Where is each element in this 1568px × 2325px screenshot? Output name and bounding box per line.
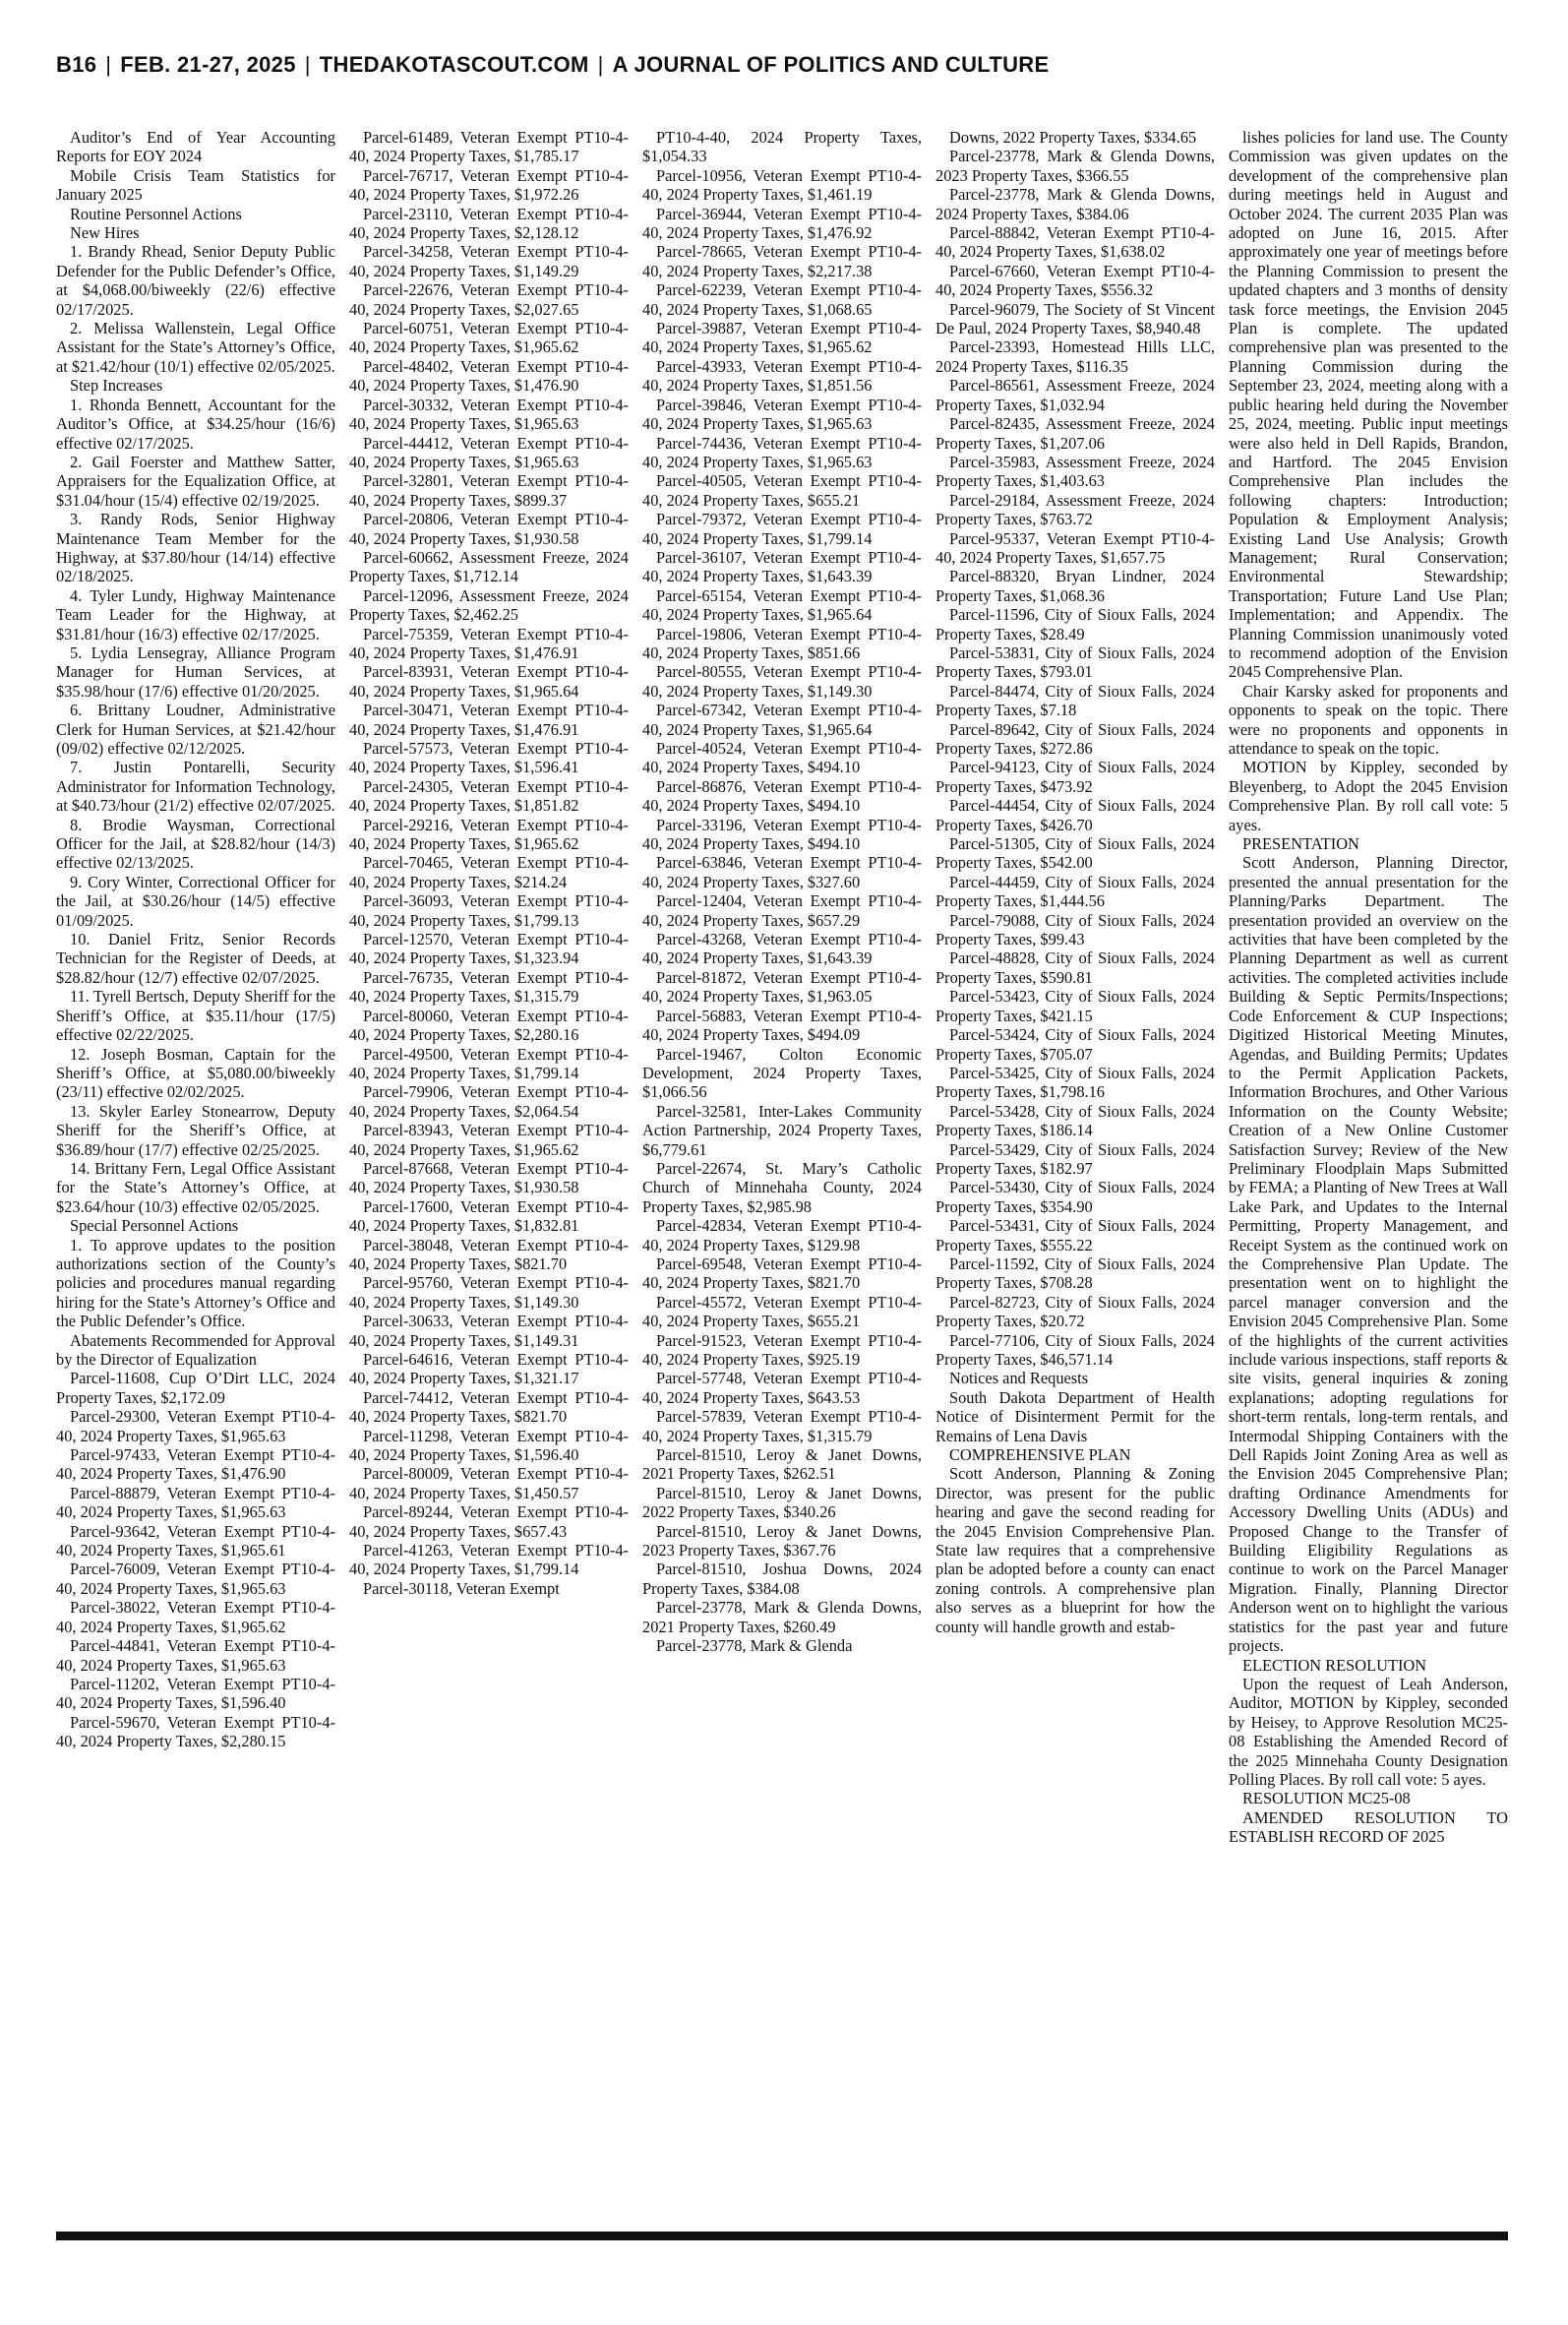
paragraph: Parcel-30118, Veteran Exempt	[363, 1578, 560, 1598]
paragraph: Step Increases	[70, 376, 163, 396]
paragraph: 6. Brittany Loudner, Administrative Clerk for Human Services, at $21.42/hour (09/02) effective 02/12/2025.	[56, 701, 335, 758]
paragraph: Parcel-59670, Veteran Exempt PT10-4-40, 2024 Property Taxes, $2,280.15	[56, 1712, 335, 1751]
column-1	[56, 128, 335, 2218]
paragraph: Abatements Recommended for Approval by the Director of Equalization	[56, 1330, 335, 1369]
paragraph: Parcel-74412, Veteran Exempt PT10-4-40, 2024 Property Taxes, $821.70	[349, 1387, 629, 1427]
paragraph: Parcel-32801, Veteran Exempt PT10-4-40, 2024 Property Taxes, $899.37	[349, 471, 629, 510]
paragraph: Parcel-77106, City of Sioux Falls, 2024 Property Taxes, $46,571.14	[935, 1330, 1215, 1369]
paragraph: Parcel-97433, Veteran Exempt PT10-4-40, 2024 Property Taxes, $1,476.90	[56, 1445, 335, 1484]
paragraph: 4. Tyler Lundy, Highway Maintenance Team Leader for the Highway, at $31.81/hour (16/3) effective 02/17/2025.	[56, 585, 335, 643]
paragraph: 9. Cory Winter, Correctional Officer for the Jail, at $30.26/hour (14/5) effective 01/09/2025.	[56, 872, 335, 930]
paragraph: Parcel-81510, Leroy & Janet Downs, 2023 Property Taxes, $367.76	[642, 1521, 922, 1560]
paragraph: Parcel-76735, Veteran Exempt PT10-4-40, 2024 Property Taxes, $1,315.79	[349, 967, 629, 1007]
paragraph: Parcel-40524, Veteran Exempt PT10-4-40, 2024 Property Taxes, $494.10	[642, 739, 922, 777]
paragraph: Parcel-22674, St. Mary’s Catholic Church of Minnehaha County, 2024 Property Taxes, $2,985.98	[642, 1158, 922, 1216]
paragraph: Parcel-23778, Mark & Glenda Downs, 2024 Property Taxes, $384.06	[935, 185, 1215, 223]
header-separator: |	[105, 52, 112, 77]
paragraph: Parcel-12570, Veteran Exempt PT10-4-40, 2024 Property Taxes, $1,323.94	[349, 930, 629, 968]
paragraph: Upon the request of Leah Anderson, Auditor, MOTION by Kippley, seconded by Heisey, to Approve Resolution MC25-08 Establishing the Amended Record of the 2025 Minnehaha County Designation Polling Places. By roll call vote: 5 ayes.	[1229, 1674, 1508, 1789]
paragraph: Parcel-82435, Assessment Freeze, 2024 Property Taxes, $1,207.06	[935, 414, 1215, 453]
paragraph: Parcel-67660, Veteran Exempt PT10-4-40, 2024 Property Taxes, $556.32	[935, 261, 1215, 300]
paragraph: Parcel-81872, Veteran Exempt PT10-4-40, 2024 Property Taxes, $1,963.05	[642, 967, 922, 1007]
paragraph: Parcel-30471, Veteran Exempt PT10-4-40, 2024 Property Taxes, $1,476.91	[349, 701, 629, 739]
paragraph: Parcel-78665, Veteran Exempt PT10-4-40, 2024 Property Taxes, $2,217.38	[642, 242, 922, 280]
paragraph: Parcel-80555, Veteran Exempt PT10-4-40, 2024 Property Taxes, $1,149.30	[642, 662, 922, 701]
paragraph: Parcel-41263, Veteran Exempt PT10-4-40, 2024 Property Taxes, $1,799.14	[349, 1541, 629, 1579]
paragraph: Parcel-30633, Veteran Exempt PT10-4-40, 2024 Property Taxes, $1,149.31	[349, 1312, 629, 1350]
header-separator: |	[304, 52, 311, 77]
paragraph: Parcel-51305, City of Sioux Falls, 2024 Property Taxes, $542.00	[935, 834, 1215, 873]
paragraph: Parcel-33196, Veteran Exempt PT10-4-40, 2024 Property Taxes, $494.10	[642, 815, 922, 854]
paragraph: Parcel-39846, Veteran Exempt PT10-4-40, 2024 Property Taxes, $1,965.63	[642, 395, 922, 434]
paragraph: Parcel-43933, Veteran Exempt PT10-4-40, 2024 Property Taxes, $1,851.56	[642, 356, 922, 396]
paragraph: 1. Rhonda Bennett, Accountant for the Auditor’s Office, at $34.25/hour (16/6) effective 02/17/2025.	[56, 395, 335, 453]
paragraph: RESOLUTION MC25-08	[1242, 1789, 1411, 1808]
paragraph: 11. Tyrell Bertsch, Deputy Sheriff for the Sheriff’s Office, at $35.11/hour (17/5) effective 02/22/2025.	[56, 987, 335, 1045]
paragraph: Parcel-62239, Veteran Exempt PT10-4-40, 2024 Property Taxes, $1,068.65	[642, 280, 922, 319]
paragraph: Parcel-23110, Veteran Exempt PT10-4-40, 2024 Property Taxes, $2,128.12	[349, 204, 629, 243]
paragraph: Parcel-86876, Veteran Exempt PT10-4-40, 2024 Property Taxes, $494.10	[642, 776, 922, 816]
paragraph: Parcel-19467, Colton Economic Development, 2024 Property Taxes, $1,066.56	[642, 1044, 922, 1102]
paragraph: Parcel-57573, Veteran Exempt PT10-4-40, 2024 Property Taxes, $1,596.41	[349, 739, 629, 777]
paragraph: Parcel-34258, Veteran Exempt PT10-4-40, 2024 Property Taxes, $1,149.29	[349, 242, 629, 280]
paragraph: Parcel-80060, Veteran Exempt PT10-4-40, 2024 Property Taxes, $2,280.16	[349, 1006, 629, 1045]
paragraph: Parcel-48828, City of Sioux Falls, 2024 Property Taxes, $590.81	[935, 948, 1215, 987]
paragraph: Parcel-36944, Veteran Exempt PT10-4-40, 2024 Property Taxes, $1,476.92	[642, 204, 922, 243]
paragraph: PRESENTATION	[1242, 834, 1359, 854]
paragraph: Parcel-56883, Veteran Exempt PT10-4-40, 2024 Property Taxes, $494.09	[642, 1006, 922, 1045]
paragraph: Parcel-44412, Veteran Exempt PT10-4-40, 2024 Property Taxes, $1,965.63	[349, 433, 629, 471]
paragraph: Parcel-53429, City of Sioux Falls, 2024 Property Taxes, $182.97	[935, 1139, 1215, 1178]
paragraph: Parcel-79372, Veteran Exempt PT10-4-40, 2024 Property Taxes, $1,799.14	[642, 510, 922, 548]
paragraph: Parcel-76009, Veteran Exempt PT10-4-40, 2024 Property Taxes, $1,965.63	[56, 1560, 335, 1598]
paragraph: Parcel-88842, Veteran Exempt PT10-4-40, 2024 Property Taxes, $1,638.02	[935, 223, 1215, 262]
paragraph: Parcel-53423, City of Sioux Falls, 2024 Property Taxes, $421.15	[935, 987, 1215, 1025]
bottom-rule	[56, 2232, 1508, 2240]
paragraph: Parcel-76717, Veteran Exempt PT10-4-40, 2024 Property Taxes, $1,972.26	[349, 165, 629, 205]
paragraph: Parcel-57748, Veteran Exempt PT10-4-40, 2024 Property Taxes, $643.53	[642, 1369, 922, 1407]
paragraph: Parcel-53831, City of Sioux Falls, 2024 Property Taxes, $793.01	[935, 642, 1215, 682]
paragraph: Parcel-11592, City of Sioux Falls, 2024 Property Taxes, $708.28	[935, 1254, 1215, 1293]
paragraph: Parcel-36107, Veteran Exempt PT10-4-40, 2024 Property Taxes, $1,643.39	[642, 547, 922, 586]
paragraph: Routine Personnel Actions	[70, 204, 242, 223]
paragraph: 2. Gail Foerster and Matthew Satter, Appraisers for the Equalization Office, at $31.04/hour (15/4) effective 02/19/2025.	[56, 452, 335, 510]
paragraph: Parcel-12404, Veteran Exempt PT10-4-40, 2024 Property Taxes, $657.29	[642, 891, 922, 930]
paragraph: 3. Randy Rods, Senior Highway Maintenance Team Member for the Highway, at $37.80/hour (14/14) effective 02/18/2025.	[56, 510, 335, 586]
paragraph: 8. Brodie Waysman, Correctional Officer for the Jail, at $28.82/hour (14/3) effective 02/13/2025.	[56, 815, 335, 873]
article-columns	[56, 128, 1508, 2218]
paragraph: Parcel-81510, Leroy & Janet Downs, 2022 Property Taxes, $340.26	[642, 1483, 922, 1522]
paragraph: Parcel-61489, Veteran Exempt PT10-4-40, 2024 Property Taxes, $1,785.17	[349, 128, 629, 166]
paragraph: Parcel-40505, Veteran Exempt PT10-4-40, 2024 Property Taxes, $655.21	[642, 471, 922, 510]
paragraph: Chair Karsky asked for proponents and opponents to speak on the topic. There were no proponents and opponents in attendance to speak on the topic.	[1229, 681, 1508, 758]
issue-date: FEB. 21-27, 2025	[120, 52, 296, 77]
paragraph: Parcel-65154, Veteran Exempt PT10-4-40, 2024 Property Taxes, $1,965.64	[642, 585, 922, 625]
paragraph: Auditor’s End of Year Accounting Reports for EOY 2024	[56, 128, 335, 166]
page-header	[56, 51, 1049, 79]
paragraph: Parcel-42834, Veteran Exempt PT10-4-40, 2024 Property Taxes, $129.98	[642, 1216, 922, 1254]
paragraph: Parcel-44459, City of Sioux Falls, 2024 Property Taxes, $1,444.56	[935, 872, 1215, 911]
paragraph: Parcel-38048, Veteran Exempt PT10-4-40, 2024 Property Taxes, $821.70	[349, 1235, 629, 1273]
paragraph: Parcel-95760, Veteran Exempt PT10-4-40, 2024 Property Taxes, $1,149.30	[349, 1273, 629, 1312]
paragraph: MOTION by Kippley, seconded by Bleyenberg, to Adopt the 2045 Envision Comprehensive Plan. By roll call vote: 5 ayes.	[1229, 758, 1508, 834]
column-4	[935, 128, 1215, 2218]
paragraph: Parcel-17600, Veteran Exempt PT10-4-40, 2024 Property Taxes, $1,832.81	[349, 1196, 629, 1236]
paragraph: Parcel-39887, Veteran Exempt PT10-4-40, 2024 Property Taxes, $1,965.62	[642, 319, 922, 357]
paragraph: Parcel-89642, City of Sioux Falls, 2024 Property Taxes, $272.86	[935, 719, 1215, 758]
paragraph: 7. Justin Pontarelli, Security Administrator for Information Technology, at $40.73/hour (21/2) effective 02/07/2025.	[56, 758, 335, 816]
paragraph: 13. Skyler Earley Stonearrow, Deputy Sheriff for the Sheriff’s Office, at $36.89/hour (17/7) effective 02/25/2025.	[56, 1101, 335, 1159]
paragraph: Parcel-49500, Veteran Exempt PT10-4-40, 2024 Property Taxes, $1,799.14	[349, 1044, 629, 1082]
paragraph: Scott Anderson, Planning Director, presented the annual presentation for the Planning/Parks Department. The presentation provided an overview on the activities that have been completed by the Planning Department as well as current activities. The completed activities include Building & Septic Permits/Inspections; Code Enforcement & CUP Inspections; Digitized Historical Meeting Minutes, Agendas, and Building Permits; Updates to the Permit Application Packets, Information Brochures, and Other Various Information on the County Website; Creation of a New Online Customer Satisfaction Survey; Review of the New Preliminary Floodplain Maps Submitted by FEMA; a Planting of New Trees at Wall Lake Park, and Updates to the Internal Permitting, Property Management, and Receipt System as the continued work on the Comprehensive Plan Update. The presentation went on to highlight the parcel manager conversion and the Envision 2045 Comprehensive Plan. Some of the highlights of the current activities include various inspections, staff reports & site visits, general inquiries & zoning explanations; adopting regulations for short-term rentals, long-term rentals, and Intermodal Shipping Containers with the Dell Rapids Joint Zoning Area as well as the Envision 2045 Comprehensive Plan; drafting Ordinance Amendments for Accessory Dwelling Units (ADUs) and Proposed Change to the Transfer of Building Eligibility Regulations as continue to work on the Parcel Manager Migration. Finally, Planning Director Anderson went on to highlight the various statistics for the past year and future projects.	[1229, 853, 1508, 1656]
paragraph: New Hires	[70, 223, 140, 243]
column-2	[349, 128, 629, 2218]
paragraph: Parcel-11608, Cup O’Dirt LLC, 2024 Property Taxes, $2,172.09	[56, 1369, 335, 1407]
paragraph: Parcel-35983, Assessment Freeze, 2024 Property Taxes, $1,403.63	[935, 452, 1215, 491]
paragraph: Parcel-43268, Veteran Exempt PT10-4-40, 2024 Property Taxes, $1,643.39	[642, 930, 922, 968]
paragraph: Parcel-29300, Veteran Exempt PT10-4-40, 2024 Property Taxes, $1,965.63	[56, 1407, 335, 1445]
paragraph: 14. Brittany Fern, Legal Office Assistant for the State’s Attorney’s Office, at $23.64/hour (10/3) effective 02/05/2025.	[56, 1158, 335, 1216]
paragraph: Parcel-38022, Veteran Exempt PT10-4-40, 2024 Property Taxes, $1,965.62	[56, 1598, 335, 1636]
paragraph: Parcel-23778, Mark & Glenda	[656, 1636, 853, 1656]
paragraph: Parcel-57839, Veteran Exempt PT10-4-40, 2024 Property Taxes, $1,315.79	[642, 1407, 922, 1445]
paragraph: Parcel-67342, Veteran Exempt PT10-4-40, 2024 Property Taxes, $1,965.64	[642, 701, 922, 739]
paragraph: Parcel-45572, Veteran Exempt PT10-4-40, 2024 Property Taxes, $655.21	[642, 1292, 922, 1331]
paragraph: Parcel-88320, Bryan Lindner, 2024 Property Taxes, $1,068.36	[935, 567, 1215, 605]
paragraph: Parcel-11596, City of Sioux Falls, 2024 Property Taxes, $28.49	[935, 605, 1215, 643]
paragraph: Parcel-23393, Homestead Hills LLC, 2024 Property Taxes, $116.35	[935, 337, 1215, 376]
paragraph: 12. Joseph Bosman, Captain for the Sheriff’s Office, at $5,080.00/biweekly (23/11) effective 02/02/2025.	[56, 1044, 335, 1102]
paragraph: Parcel-63846, Veteran Exempt PT10-4-40, 2024 Property Taxes, $327.60	[642, 853, 922, 891]
paragraph: Parcel-95337, Veteran Exempt PT10-4-40, 2024 Property Taxes, $1,657.75	[935, 528, 1215, 567]
paragraph: Parcel-23778, Mark & Glenda Downs, 2021 Property Taxes, $260.49	[642, 1598, 922, 1636]
paragraph: Parcel-80009, Veteran Exempt PT10-4-40, 2024 Property Taxes, $1,450.57	[349, 1464, 629, 1502]
paragraph: Parcel-94123, City of Sioux Falls, 2024 Property Taxes, $473.92	[935, 758, 1215, 796]
paragraph: Parcel-93642, Veteran Exempt PT10-4-40, 2024 Property Taxes, $1,965.61	[56, 1521, 335, 1560]
paragraph: Parcel-69548, Veteran Exempt PT10-4-40, 2024 Property Taxes, $821.70	[642, 1254, 922, 1293]
paragraph: Parcel-19806, Veteran Exempt PT10-4-40, 2024 Property Taxes, $851.66	[642, 624, 922, 662]
paragraph: ELECTION RESOLUTION	[1242, 1655, 1427, 1675]
paragraph: Scott Anderson, Planning & Zoning Director, was present for the public hearing and gave the second reading for the 2045 Envision Comprehensive Plan. State law requires that a comprehensive plan be adopted before a county can enact zoning controls. A comprehensive plan also serves as a blueprint for how the county will handle growth and estab-	[935, 1464, 1215, 1636]
paragraph: Parcel-22676, Veteran Exempt PT10-4-40, 2024 Property Taxes, $2,027.65	[349, 280, 629, 319]
paragraph: Parcel-75359, Veteran Exempt PT10-4-40, 2024 Property Taxes, $1,476.91	[349, 624, 629, 662]
paragraph: Parcel-64616, Veteran Exempt PT10-4-40, 2024 Property Taxes, $1,321.17	[349, 1350, 629, 1388]
paragraph: Parcel-30332, Veteran Exempt PT10-4-40, 2024 Property Taxes, $1,965.63	[349, 395, 629, 434]
paragraph: Parcel-48402, Veteran Exempt PT10-4-40, 2024 Property Taxes, $1,476.90	[349, 356, 629, 396]
paragraph: Parcel-79088, City of Sioux Falls, 2024 Property Taxes, $99.43	[935, 910, 1215, 949]
paragraph: Parcel-10956, Veteran Exempt PT10-4-40, 2024 Property Taxes, $1,461.19	[642, 165, 922, 205]
paragraph: Parcel-53428, City of Sioux Falls, 2024 Property Taxes, $186.14	[935, 1101, 1215, 1140]
paragraph: Parcel-11298, Veteran Exempt PT10-4-40, 2024 Property Taxes, $1,596.40	[349, 1426, 629, 1465]
paragraph: Parcel-81510, Leroy & Janet Downs, 2021 Property Taxes, $262.51	[642, 1445, 922, 1484]
tagline: A JOURNAL OF POLITICS AND CULTURE	[612, 52, 1050, 77]
page-number: B16	[56, 52, 97, 77]
paragraph: South Dakota Department of Health Notice of Disinterment Permit for the Remains of Lena Davis	[935, 1387, 1215, 1445]
column-3	[642, 128, 922, 2218]
paragraph: Parcel-96079, The Society of St Vincent De Paul, 2024 Property Taxes, $8,940.48	[935, 299, 1215, 338]
paragraph: Parcel-32581, Inter-Lakes Community Action Partnership, 2024 Property Taxes, $6,779.61	[642, 1101, 922, 1159]
paragraph: COMPREHENSIVE PLAN	[949, 1445, 1131, 1465]
site-name: THEDAKOTASCOUT.COM	[319, 52, 589, 77]
paragraph: Parcel-89244, Veteran Exempt PT10-4-40, 2024 Property Taxes, $657.43	[349, 1502, 629, 1541]
paragraph: Parcel-53430, City of Sioux Falls, 2024 Property Taxes, $354.90	[935, 1178, 1215, 1216]
paragraph: Parcel-20806, Veteran Exempt PT10-4-40, 2024 Property Taxes, $1,930.58	[349, 510, 629, 548]
paragraph: Parcel-53431, City of Sioux Falls, 2024 Property Taxes, $555.22	[935, 1216, 1215, 1254]
paragraph: Parcel-24305, Veteran Exempt PT10-4-40, 2024 Property Taxes, $1,851.82	[349, 776, 629, 816]
paragraph: Parcel-53424, City of Sioux Falls, 2024 Property Taxes, $705.07	[935, 1025, 1215, 1064]
paragraph: Notices and Requests	[949, 1369, 1089, 1388]
paragraph: 2. Melissa Wallenstein, Legal Office Assistant for the State’s Attorney’s Office, at $21.42/hour (10/1) effective 02/05/2025.	[56, 319, 335, 376]
paragraph: Parcel-81510, Joshua Downs, 2024 Property Taxes, $384.08	[642, 1560, 922, 1598]
paragraph: 5. Lydia Lensegray, Alliance Program Manager for Human Services, at $35.98/hour (17/6) effective 01/20/2025.	[56, 642, 335, 701]
paragraph: 10. Daniel Fritz, Senior Records Technician for the Register of Deeds, at $28.82/hour (12/7) effective 02/07/2025.	[56, 930, 335, 987]
paragraph: Parcel-36093, Veteran Exempt PT10-4-40, 2024 Property Taxes, $1,799.13	[349, 891, 629, 930]
paragraph: PT10-4-40, 2024 Property Taxes, $1,054.33	[642, 128, 922, 166]
paragraph: Parcel-11202, Veteran Exempt PT10-4-40, 2024 Property Taxes, $1,596.40	[56, 1674, 335, 1713]
paragraph: lishes policies for land use. The County Commission was given updates on the development of the comprehensive plan during meetings held in August and October 2024. The current 2035 Plan was adopted on June 16, 2015. After approximately one year of meetings before the Planning Commission to present the updated chapters and 3 months of density task force meetings, the Envision 2045 Plan is complete. The updated comprehensive plan was presented to the Planning Commission during the September 23, 2024, meeting along with a public hearing held during the November 25, 2024, meeting. Public input meetings were also held in Dell Rapids, Brandon, and Hartford. The 2045 Envision Comprehensive Plan includes the following chapters: Introduction; Population & Employment Analysis; Existing Land Use Analysis; Growth Management; Rural Conservation; Environmental Stewardship; Transportation; Future Land Use Plan; Implementation; and Appendix. The Planning Commission unanimously voted to recommend adoption of the Envision 2045 Comprehensive Plan.	[1229, 128, 1508, 682]
paragraph: Parcel-44841, Veteran Exempt PT10-4-40, 2024 Property Taxes, $1,965.63	[56, 1636, 335, 1675]
header-separator: |	[597, 52, 604, 77]
paragraph: Parcel-82723, City of Sioux Falls, 2024 Property Taxes, $20.72	[935, 1292, 1215, 1331]
paragraph: Parcel-29184, Assessment Freeze, 2024 Property Taxes, $763.72	[935, 490, 1215, 529]
paragraph: 1. To approve updates to the position authorizations section of the County’s policies and procedures manual regarding hiring for the State’s Attorney’s Office and the Public Defender’s Office.	[56, 1235, 335, 1331]
paragraph: Parcel-83931, Veteran Exempt PT10-4-40, 2024 Property Taxes, $1,965.64	[349, 662, 629, 701]
paragraph: Parcel-29216, Veteran Exempt PT10-4-40, 2024 Property Taxes, $1,965.62	[349, 815, 629, 854]
paragraph: Special Personnel Actions	[70, 1216, 239, 1236]
paragraph: Parcel-60751, Veteran Exempt PT10-4-40, 2024 Property Taxes, $1,965.62	[349, 319, 629, 357]
paragraph: Mobile Crisis Team Statistics for January 2025	[56, 165, 335, 205]
paragraph: Parcel-86561, Assessment Freeze, 2024 Property Taxes, $1,032.94	[935, 376, 1215, 414]
paragraph: 1. Brandy Rhead, Senior Deputy Public Defender for the Public Defender’s Office, at $4,068.00/biweekly (22/6) effective 02/17/2025.	[56, 242, 335, 319]
paragraph: Downs, 2022 Property Taxes, $334.65	[949, 128, 1197, 147]
paragraph: AMENDED RESOLUTION TO ESTABLISH RECORD OF 2025	[1229, 1807, 1508, 1847]
paragraph: Parcel-83943, Veteran Exempt PT10-4-40, 2024 Property Taxes, $1,965.62	[349, 1121, 629, 1159]
paragraph: Parcel-12096, Assessment Freeze, 2024 Property Taxes, $2,462.25	[349, 585, 629, 625]
column-5	[1229, 128, 1508, 2218]
paragraph: Parcel-74436, Veteran Exempt PT10-4-40, 2024 Property Taxes, $1,965.63	[642, 433, 922, 471]
paragraph: Parcel-23778, Mark & Glenda Downs, 2023 Property Taxes, $366.55	[935, 147, 1215, 185]
paragraph: Parcel-87668, Veteran Exempt PT10-4-40, 2024 Property Taxes, $1,930.58	[349, 1158, 629, 1197]
paragraph: Parcel-84474, City of Sioux Falls, 2024 Property Taxes, $7.18	[935, 681, 1215, 720]
paragraph: Parcel-53425, City of Sioux Falls, 2024 Property Taxes, $1,798.16	[935, 1063, 1215, 1102]
paragraph: Parcel-60662, Assessment Freeze, 2024 Property Taxes, $1,712.14	[349, 547, 629, 586]
paragraph: Parcel-70465, Veteran Exempt PT10-4-40, 2024 Property Taxes, $214.24	[349, 853, 629, 891]
paragraph: Parcel-44454, City of Sioux Falls, 2024 Property Taxes, $426.70	[935, 796, 1215, 834]
paragraph: Parcel-88879, Veteran Exempt PT10-4-40, 2024 Property Taxes, $1,965.63	[56, 1483, 335, 1522]
paragraph: Parcel-91523, Veteran Exempt PT10-4-40, 2024 Property Taxes, $925.19	[642, 1330, 922, 1369]
paragraph: Parcel-79906, Veteran Exempt PT10-4-40, 2024 Property Taxes, $2,064.54	[349, 1082, 629, 1121]
